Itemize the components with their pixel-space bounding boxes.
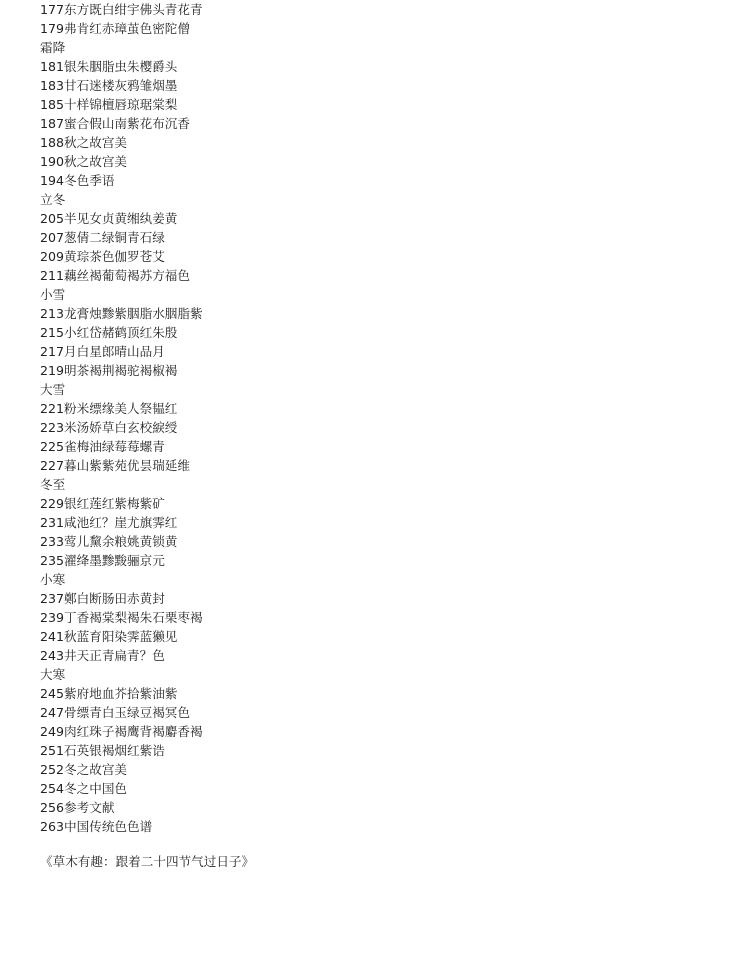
toc-entry[interactable]: 211藕丝褐葡萄褐苏方福色 (40, 268, 190, 283)
toc-entry[interactable]: 229银红莲红紫梅紫矿 (40, 496, 165, 511)
toc-entry[interactable]: 231咸池红？崖尤旗霁红 (40, 515, 178, 530)
toc-entry[interactable]: 207葱倩二绿铜青石绿 (40, 230, 165, 245)
toc-entry[interactable]: 209黄琮茶色伽罗苍艾 (40, 249, 165, 264)
toc-entry[interactable]: 215小红岱赭鹤顶红朱殷 (40, 325, 178, 340)
toc-entry[interactable]: 243井天正青扁青？色 (40, 648, 165, 663)
toc-entry[interactable]: 188秋之故宫美 (40, 135, 128, 150)
toc-entry[interactable]: 185十样锦檀唇琼琚棠梨 (40, 97, 178, 112)
toc-entry[interactable]: 213龙膏烛黪紫胭脂水胭脂紫 (40, 306, 203, 321)
toc-entry[interactable]: 190秋之故宫美 (40, 154, 128, 169)
toc-entry[interactable]: 233莺儿黧余粮姚黄锁黄 (40, 534, 178, 549)
toc-section-heading: 冬至 (40, 477, 66, 492)
toc-section-heading: 小寒 (40, 572, 66, 587)
toc-entry[interactable]: 179弗肯红赤璋茧色密陀僧 (40, 21, 190, 36)
toc-entry[interactable]: 235濯绛墨黪黢骊京元 (40, 553, 165, 568)
toc-section-heading: 大寒 (40, 667, 66, 682)
toc-section-heading: 小雪 (40, 287, 66, 302)
toc-entry[interactable]: 237鄭白断肠田赤黄封 (40, 591, 165, 606)
toc-entry[interactable]: 219明茶褐荆褐驼褐椒褐 (40, 363, 178, 378)
toc-entry[interactable]: 187蜜合假山南紫花布沉香 (40, 116, 190, 131)
toc-entry[interactable]: 221粉米缥缘美人祭韫红 (40, 401, 178, 416)
toc-entry[interactable]: 252冬之故宫美 (40, 762, 128, 777)
toc-entry[interactable]: 241秋蓝育阳染霁蓝獭见 (40, 629, 178, 644)
toc-entry[interactable]: 251石英银褐烟红紫诰 (40, 743, 165, 758)
toc-entry[interactable]: 263中国传统色色谱 (40, 819, 153, 834)
toc-entry[interactable]: 181银朱胭脂虫朱樱爵头 (40, 59, 178, 74)
toc-entry[interactable]: 227暮山紫紫苑优昙瑞延维 (40, 458, 190, 473)
toc-section-heading: 霜降 (40, 40, 66, 55)
toc-entry[interactable]: 225雀梅油绿莓莓螺青 (40, 439, 165, 454)
toc-entry[interactable]: 256参考文献 (40, 800, 115, 815)
toc-section-heading: 立冬 (40, 192, 66, 207)
toc-section-heading: 大雪 (40, 382, 66, 397)
table-of-contents (40, 0, 720, 836)
toc-entry[interactable]: 217月白星郎晴山品月 (40, 344, 165, 359)
toc-entry[interactable]: 194冬色季语 (40, 173, 115, 188)
toc-entry[interactable]: 245紫府地血芥拾紫油紫 (40, 686, 178, 701)
toc-entry[interactable]: 177东方既白绀宇佛头青花青 (40, 2, 203, 17)
toc-entry[interactable]: 247骨缥青白玉绿豆褐冥色 (40, 705, 190, 720)
toc-entry[interactable]: 223米汤娇草白玄校綟绶 (40, 420, 178, 435)
toc-entry[interactable]: 249肉红珠子褐鹰背褐麝香褐 (40, 724, 203, 739)
toc-entry[interactable]: 205半见女贞黄缃纨姜黄 (40, 211, 178, 226)
related-book-link[interactable]: 《草木有趣：跟着二十四节气过日子》 (40, 854, 255, 869)
toc-entry[interactable]: 183甘石迷楼灰鸦雏烟墨 (40, 78, 178, 93)
toc-entry[interactable]: 254冬之中国色 (40, 781, 128, 796)
toc-entry[interactable]: 239丁香褐棠梨褐朱石栗枣褐 (40, 610, 203, 625)
